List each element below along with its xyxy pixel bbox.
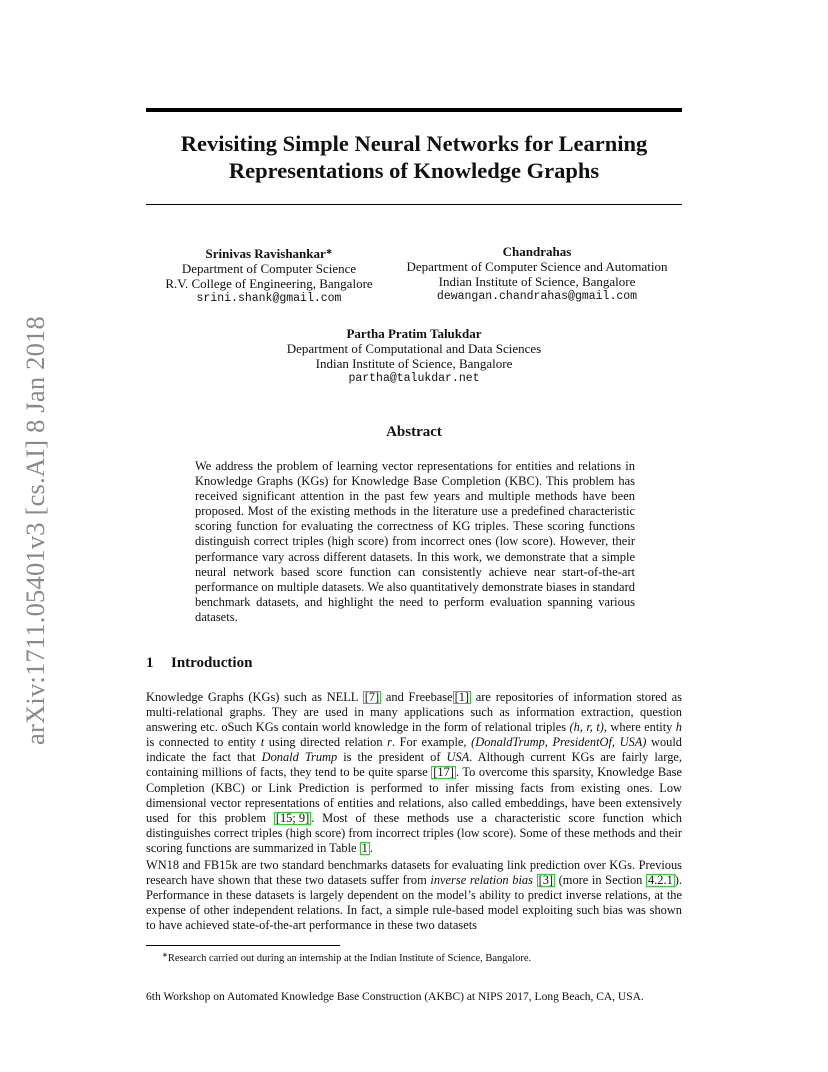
author-name: Partha Pratim Talukdar bbox=[346, 326, 482, 341]
title-bottom-rule bbox=[146, 204, 682, 205]
venue-footer: 6th Workshop on Automated Knowledge Base Construction (AKBC) at NIPS 2017, Long Beach, CA, USA. bbox=[146, 991, 644, 1003]
title-line-2: Representations of Knowledge Graphs bbox=[228, 158, 600, 183]
intro-paragraph-2: WN18 and FB15k are two standard benchmarks datasets for evaluating link prediction over KGs. Previous research have shown that these two datasets suffer from inverse relation bias [3] (more in Section 4.2.1 ). Performance in these datasets is largely dependent on the model’s ability to predict inverse relations, at the expense of other independent relations. In fact, a simple rule-based model exploiting such bias was shown to have achieved state-of-the-art performance in these two datasets bbox=[146, 858, 683, 933]
footnote-marker: ∗ bbox=[162, 951, 168, 959]
footnote-marker: ∗ bbox=[325, 247, 333, 256]
paper-title bbox=[146, 130, 682, 184]
author-department: Department of Computer Science and Automation bbox=[406, 259, 668, 274]
section-heading bbox=[146, 655, 252, 672]
arxiv-stamp bbox=[12, 305, 58, 755]
section-title: Introduction bbox=[171, 655, 253, 671]
citation-link[interactable]: [15; 9] bbox=[275, 810, 310, 825]
math-triple: (h, r, t) bbox=[569, 720, 604, 735]
author-email: partha@talukdar.net bbox=[348, 372, 480, 385]
author-block-1 bbox=[146, 244, 392, 306]
author-institution: R.V. College of Engineering, Bangalore bbox=[165, 276, 373, 291]
footnote: ∗Research carried out during an internship at the Indian Institute of Science, Bangalore. bbox=[162, 951, 532, 964]
title-top-rule bbox=[146, 108, 682, 112]
author-email: dewangan.chandrahas@gmail.com bbox=[436, 290, 638, 303]
title-line-1: Revisiting Simple Neural Networks for Learning bbox=[180, 131, 648, 156]
table-reference-link[interactable]: 1 bbox=[361, 840, 368, 855]
author-name: Srinivas Ravishankar∗ bbox=[205, 246, 333, 261]
citation-link[interactable]: [3] bbox=[538, 873, 554, 888]
author-department: Department of Computational and Data Sciences bbox=[286, 341, 542, 356]
emphasized-term: inverse relation bias bbox=[430, 873, 533, 888]
author-block-3 bbox=[146, 326, 682, 386]
author-name: Chandrahas bbox=[502, 244, 572, 259]
section-number: 1 bbox=[146, 655, 154, 671]
section-reference-link[interactable]: 4.2.1 bbox=[648, 873, 673, 888]
citation-link[interactable]: [7] bbox=[364, 690, 380, 704]
author-department: Department of Computer Science bbox=[181, 261, 357, 276]
author-block-2 bbox=[392, 244, 682, 304]
example-triple: (DonaldTrump, PresidentOf, USA) bbox=[471, 735, 647, 750]
citation-link[interactable]: [17] bbox=[433, 765, 454, 780]
abstract-body: We address the problem of learning vector representations for entities and relations in Knowledge Graphs (KGs) for Knowledge Base Completion (KBC). This problem has received significant attention in the past few years and multiple methods have been proposed. Most of the existing methods in the literature use a predefined characteristic scoring function for evaluating the correctness of KG triples. These scoring functions distinguish correct triples (high score) from incorrect ones (low score). However, their performance vary across different datasets. In this work, we demonstrate that a simple neural network based score function can consistently achieve near start-of-the-art performance on multiple datasets. We also quantitatively demonstrate biases in standard benchmark datasets, and highlight the need to perform evaluation spanning various datasets. bbox=[195, 459, 635, 624]
author-institution: Indian Institute of Science, Bangalore bbox=[315, 356, 513, 371]
arxiv-identifier: arXiv:1711.05401v3 [cs.AI] 8 Jan 2018 bbox=[19, 315, 50, 745]
author-email: srini.shank@gmail.com bbox=[196, 292, 342, 305]
intro-paragraph-1: Knowledge Graphs (KGs) such as NELL [7] and Freebase [1] are repositories of information stored as multi-relational graphs. They are used in many applications such as information extraction, question answering etc. oSuch KGs contain world knowledge in the form of relational triples (h, r, t), where entity h is connected to entity t using directed relation r. For example, (DonaldTrump, PresidentOf, USA) would indicate the fact that Donald Trump is the president of USA. Although current KGs are fairly large, containing millions of facts, they tend to be quite sparse [17] . To overcome this sparsity, Knowledge Base Completion (KBC) or Link Prediction is performed to infer missing facts from existing ones. Low dimensional vector representations of entities and relations, also called embeddings, have been extensively used for this problem [15; 9] . Most of these methods use a characteristic score function which distinguishes correct triples (high score) from incorrect triples (low score). Some of these methods and their scoring functions are summarized in Table 1 . bbox=[146, 690, 683, 855]
abstract-heading: Abstract bbox=[386, 424, 442, 440]
footnote-rule bbox=[146, 945, 340, 946]
citation-link[interactable]: [1] bbox=[454, 690, 470, 704]
author-institution: Indian Institute of Science, Bangalore bbox=[438, 274, 636, 289]
